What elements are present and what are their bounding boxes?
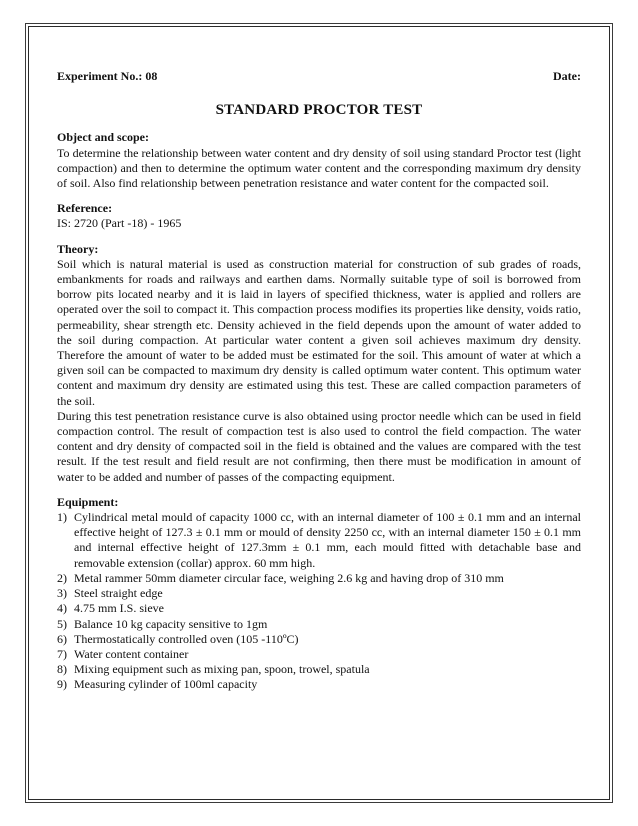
list-item-text: Water content container bbox=[74, 646, 189, 661]
list-item-text: Mixing equipment such as mixing pan, spoon, trowel, spatula bbox=[74, 662, 370, 677]
list-item-number: 8) bbox=[57, 662, 67, 677]
list-item bbox=[57, 571, 581, 586]
object-scope-text: To determine the relationship between water content and dry density of soil using standard Proctor test (light compaction) and then to determine the optimum water content and the corresponding maximum dry density of soil. Also find relationship between penetration resistance and water content for the compacted soil. bbox=[57, 145, 581, 191]
list-item-text: Balance 10 kg capacity sensitive to 1gm bbox=[74, 616, 268, 631]
object-scope-heading: Object and scope: bbox=[57, 130, 149, 145]
theory-heading: Theory: bbox=[57, 241, 99, 256]
equipment-heading: Equipment: bbox=[57, 494, 119, 509]
theory-paragraph-2: During this test penetration resistance curve is also obtained using proctor needle which can be used in field compaction control. The result of compaction test is also used to control the field compaction. The water content and dry density of compacted soil in the field is obtained and the values are compared with the test result. If the test result and field result are not confirming, then there must be modification in amount of water to be added and number of passes of the compacting equipment. bbox=[57, 408, 581, 484]
list-item bbox=[57, 662, 581, 677]
reference-heading: Reference: bbox=[57, 201, 113, 216]
equipment-section bbox=[57, 495, 581, 693]
theory-section bbox=[57, 242, 581, 485]
list-item-number: 1) bbox=[57, 510, 67, 525]
list-item-number: 2) bbox=[57, 570, 67, 585]
list-item-text: Metal rammer 50mm diameter circular face, weighing 2.6 kg and having drop of 310 mm bbox=[74, 570, 504, 585]
list-item bbox=[57, 586, 581, 601]
list-item bbox=[57, 677, 581, 692]
experiment-number: Experiment No.: 08 bbox=[57, 69, 158, 83]
date-label: Date: bbox=[553, 69, 581, 83]
list-item-number: 7) bbox=[57, 646, 67, 661]
list-item-number: 5) bbox=[57, 616, 67, 631]
list-item-number: 6) bbox=[57, 631, 67, 646]
list-item bbox=[57, 647, 581, 662]
list-item bbox=[57, 617, 581, 632]
list-item-text: Thermostatically controlled oven (105 -110ºC) bbox=[74, 631, 299, 646]
list-item-text: Measuring cylinder of 100ml capacity bbox=[74, 677, 258, 692]
list-item-number: 9) bbox=[57, 677, 67, 692]
list-item-number: 4) bbox=[57, 601, 67, 616]
list-item-number: 3) bbox=[57, 586, 67, 601]
list-item-text: 4.75 mm I.S. sieve bbox=[74, 601, 164, 616]
list-item-text: Cylindrical metal mould of capacity 1000 cc, with an internal diameter of 100 ± 0.1 mm and an internal effective height of 127.3 ± 0.1 mm or mould of density 2250 cc, with an internal diameter 150 ± 0.1 mm and internal effective height of 127.3mm ± 0.1 mm, each mould fitted with detachable base and removable extension (collar) approx. 60 mm high. bbox=[74, 510, 581, 570]
document-page bbox=[57, 69, 581, 693]
theory-paragraph-1: Soil which is natural material is used as construction material for construction of sub grades of roads, embankments for roads and railways and earthen dams. Normally suitable type of soil is borrowed from borrow pits located nearby and it is laid in layers of specified thickness, water is applied and rollers are operated over the soil to compact it. This compaction process modifies its properties like density, voids ratio, permeability, shear strength etc. Density achieved in the field depends upon the amount of water added to the soil during compaction. At particular water content a given soil achieves maximum dry density. Therefore the amount of water to be added must be estimated for the soil. This amount of water at which a given soil can be compacted to maximum dry density is called optimum water content. This optimum water content and maximum dry density are estimated using this test. These are called compaction parameters of the soil. bbox=[57, 256, 581, 408]
object-scope-section bbox=[57, 130, 581, 191]
header-row bbox=[57, 69, 581, 84]
list-item bbox=[57, 601, 581, 616]
list-item-text: Steel straight edge bbox=[74, 586, 163, 601]
list-item bbox=[57, 510, 581, 571]
page-title: STANDARD PROCTOR TEST bbox=[215, 102, 423, 119]
reference-section bbox=[57, 201, 581, 231]
equipment-list bbox=[57, 510, 581, 692]
list-item bbox=[57, 632, 581, 647]
reference-text: IS: 2720 (Part -18) - 1965 bbox=[57, 216, 182, 231]
